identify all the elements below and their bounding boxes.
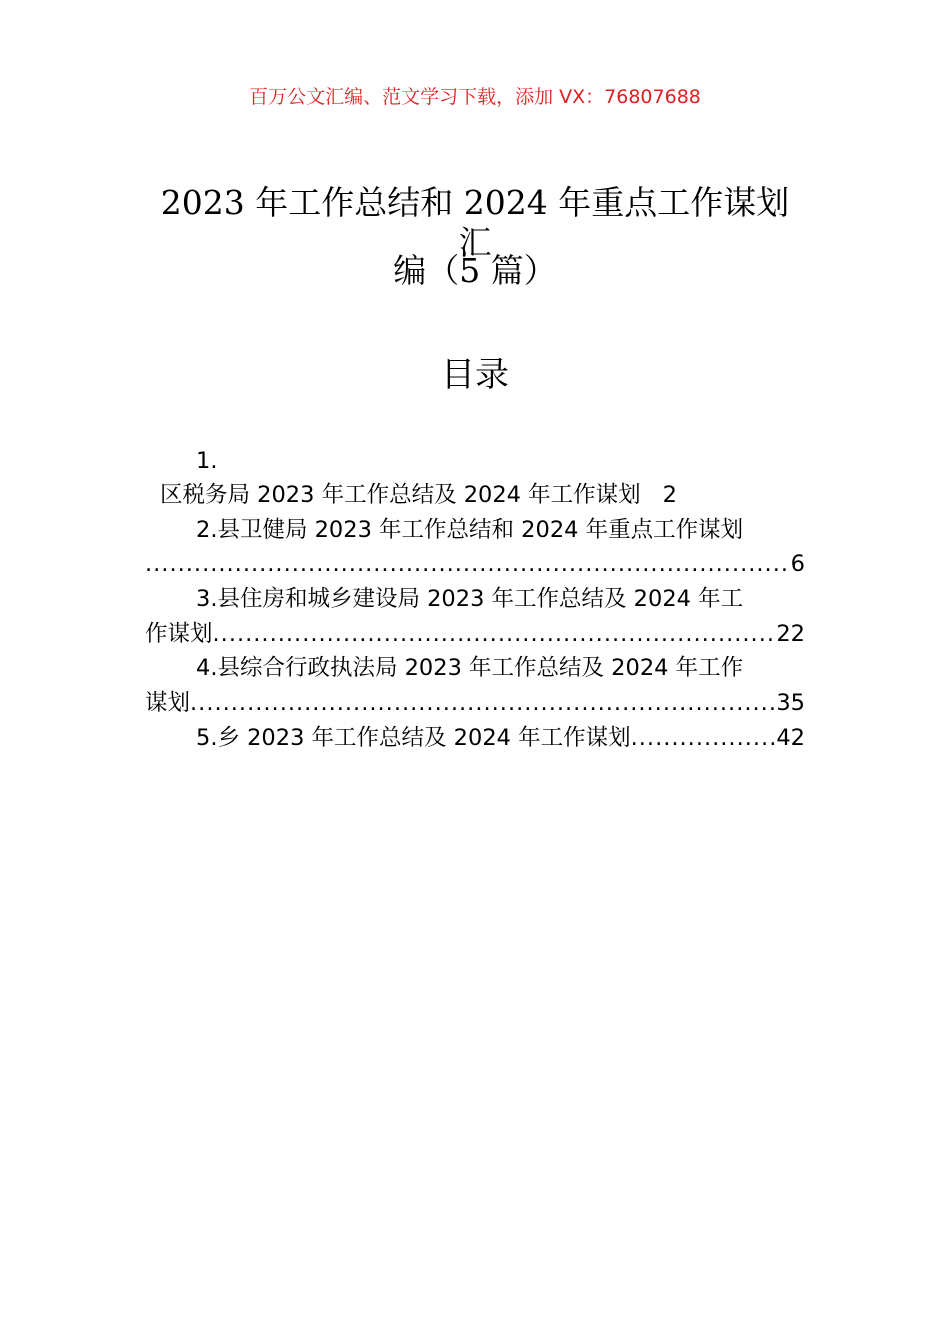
toc-entry-1-title-text: 区税务局 2023 年工作总结及 2024 年工作谋划 <box>160 482 641 508</box>
toc-entry-3-page: 22 <box>776 621 805 647</box>
toc-entry-2-title[interactable]: 2.县卫健局 2023 年工作总结和 2024 年重点工作谋划 <box>196 517 744 543</box>
toc-entry-5-title: 5.乡 2023 年工作总结及 2024 年工作谋划 <box>196 725 631 751</box>
download-banner: 百万公文汇编、范文学习下载，添加 VX：76807688 <box>249 86 701 108</box>
toc-entry-3-leader[interactable] <box>145 619 805 649</box>
toc-entry-1-page: 2 <box>662 482 677 508</box>
toc-entry-4-title[interactable]: 4.县综合行政执法局 2023 年工作总结及 2024 年工作 <box>196 655 744 681</box>
toc-entry-2-page: 6 <box>790 551 805 577</box>
toc-entry-5[interactable] <box>196 723 805 753</box>
document-title-line-1: 2023 年工作总结和 2024 年重点工作谋划汇 <box>160 183 790 262</box>
toc-entry-4-leader[interactable] <box>145 688 805 718</box>
toc-heading: 目录 <box>441 355 509 395</box>
toc-entry-2-leader[interactable] <box>145 549 805 579</box>
toc-entry-3-dots <box>213 619 777 649</box>
toc-entry-3-title[interactable]: 3.县住房和城乡建设局 2023 年工作总结及 2024 年工 <box>196 586 744 612</box>
toc-entry-4-title-cont: 谋划 <box>145 690 191 716</box>
toc-entry-1-title[interactable] <box>160 480 677 510</box>
toc-entry-2-dots <box>145 549 791 579</box>
document-title-line-2: 编（5 篇） <box>393 251 557 290</box>
toc-entry-4-dots <box>190 688 776 718</box>
toc-entry-4-page: 35 <box>776 690 805 716</box>
toc-entry-1-number[interactable]: 1. <box>196 448 218 474</box>
toc-entry-5-page: 42 <box>776 725 805 751</box>
toc-entry-5-dots <box>631 723 777 753</box>
toc-entry-3-title-cont: 作谋划 <box>145 621 213 647</box>
